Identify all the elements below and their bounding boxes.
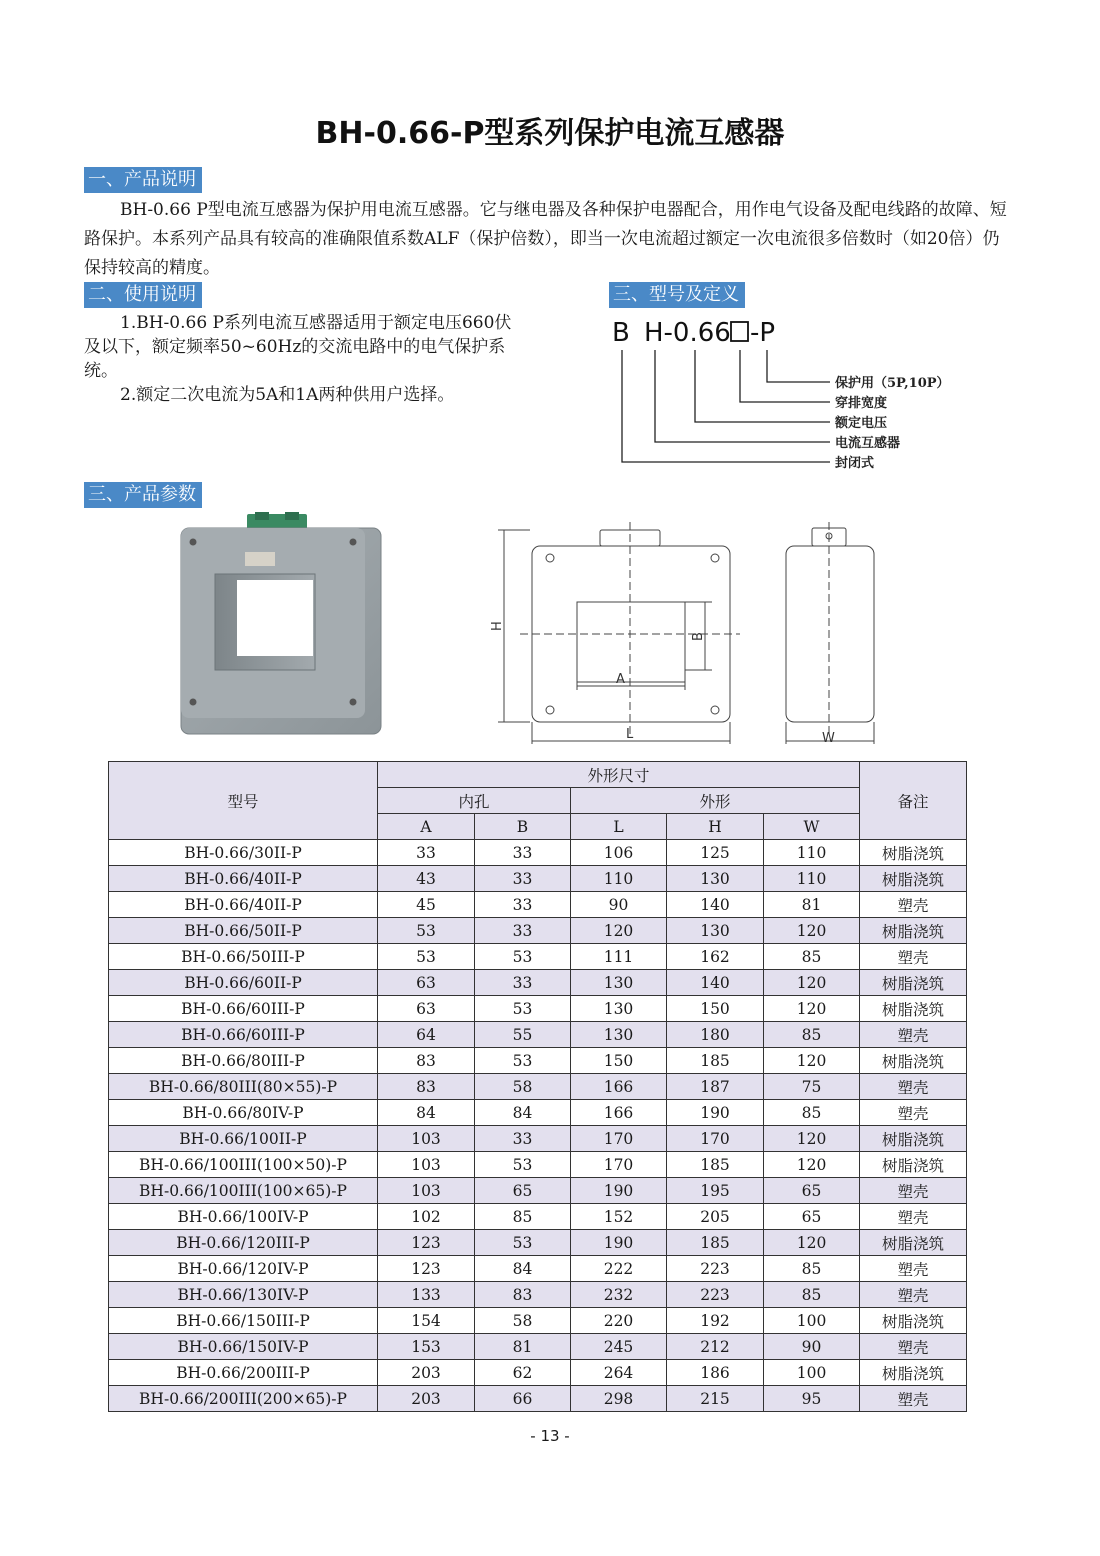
cell-remark: 塑壳 <box>860 1178 967 1204</box>
cell-l: 298 <box>571 1386 667 1412</box>
header-dimensions: 外形尺寸 <box>378 762 860 788</box>
cell-w: 120 <box>764 1126 860 1152</box>
cell-w: 85 <box>764 1256 860 1282</box>
cell-a: 153 <box>378 1334 475 1360</box>
cell-a: 43 <box>378 866 475 892</box>
cell-remark: 塑壳 <box>860 892 967 918</box>
cell-model: BH-0.66/120IV-P <box>109 1256 378 1282</box>
cell-remark: 树脂浇筑 <box>860 1360 967 1386</box>
cell-h: 215 <box>667 1386 764 1412</box>
cell-l: 152 <box>571 1204 667 1230</box>
cell-l: 170 <box>571 1152 667 1178</box>
terminal-screw <box>285 512 299 520</box>
table-row <box>109 1204 967 1230</box>
cell-w: 85 <box>764 1282 860 1308</box>
cell-h: 185 <box>667 1152 764 1178</box>
screw-icon <box>190 699 197 706</box>
cell-b: 83 <box>475 1282 571 1308</box>
description-paragraph <box>84 196 1009 283</box>
screw-icon <box>190 539 197 546</box>
model-code-h: H-0.66 <box>644 318 731 348</box>
cell-a: 83 <box>378 1048 475 1074</box>
cell-h: 130 <box>667 866 764 892</box>
front-view-drawing <box>490 522 745 748</box>
table-row <box>109 840 967 866</box>
cell-l: 130 <box>571 1022 667 1048</box>
header-outline: 外形 <box>571 788 860 814</box>
cell-model: BH-0.66/200III(200×65)-P <box>109 1386 378 1412</box>
cell-b: 65 <box>475 1178 571 1204</box>
params-table <box>108 761 967 1412</box>
usage-item-1: 1.BH-0.66 P系列电流互感器适用于额定电压660伏及以下，额定频率50~60Hz的交流电路中的电气保护系统。 <box>84 313 512 381</box>
cell-model: BH-0.66/40II-P <box>109 866 378 892</box>
terminal-screw <box>255 512 269 520</box>
cell-a: 83 <box>378 1074 475 1100</box>
cell-l: 110 <box>571 866 667 892</box>
model-code-box <box>731 322 748 341</box>
cell-remark: 塑壳 <box>860 1022 967 1048</box>
cell-model: BH-0.66/40II-P <box>109 892 378 918</box>
model-code-b: B <box>612 318 630 348</box>
cell-remark: 树脂浇筑 <box>860 1308 967 1334</box>
header-w: W <box>764 814 860 840</box>
cell-l: 220 <box>571 1308 667 1334</box>
cell-h: 190 <box>667 1100 764 1126</box>
cell-model: BH-0.66/150III-P <box>109 1308 378 1334</box>
cell-remark: 塑壳 <box>860 1334 967 1360</box>
cell-a: 64 <box>378 1022 475 1048</box>
cell-h: 170 <box>667 1126 764 1152</box>
cell-model: BH-0.66/60II-P <box>109 970 378 996</box>
cell-w: 81 <box>764 892 860 918</box>
cell-a: 103 <box>378 1126 475 1152</box>
cell-l: 170 <box>571 1126 667 1152</box>
table-row <box>109 918 967 944</box>
header-a: A <box>378 814 475 840</box>
cell-model: BH-0.66/50III-P <box>109 944 378 970</box>
cell-b: 84 <box>475 1100 571 1126</box>
cell-model: BH-0.66/60III-P <box>109 996 378 1022</box>
cell-w: 100 <box>764 1308 860 1334</box>
cell-model: BH-0.66/100IV-P <box>109 1204 378 1230</box>
product-nameplate <box>245 552 275 566</box>
cell-h: 140 <box>667 970 764 996</box>
table-row <box>109 1022 967 1048</box>
table-row <box>109 1126 967 1152</box>
cell-l: 106 <box>571 840 667 866</box>
cell-model: BH-0.66/80III-P <box>109 1048 378 1074</box>
section-heading-model: 三、型号及定义 <box>609 282 745 308</box>
cell-l: 245 <box>571 1334 667 1360</box>
cell-a: 203 <box>378 1386 475 1412</box>
cell-w: 65 <box>764 1204 860 1230</box>
cell-b: 66 <box>475 1386 571 1412</box>
cell-w: 100 <box>764 1360 860 1386</box>
cell-l: 190 <box>571 1178 667 1204</box>
cell-remark: 塑壳 <box>860 1386 967 1412</box>
cell-h: 223 <box>667 1282 764 1308</box>
cell-h: 180 <box>667 1022 764 1048</box>
cell-a: 53 <box>378 944 475 970</box>
cell-h: 162 <box>667 944 764 970</box>
label-voltage: 额定电压 <box>835 416 888 431</box>
label-ct: 电流互感器 <box>835 436 901 451</box>
table-row <box>109 1152 967 1178</box>
cell-h: 150 <box>667 996 764 1022</box>
dim-label-l: L <box>626 727 634 742</box>
cell-model: BH-0.66/130IV-P <box>109 1282 378 1308</box>
cell-w: 120 <box>764 1230 860 1256</box>
cell-b: 53 <box>475 1152 571 1178</box>
dim-label-h: H <box>490 621 505 631</box>
cell-remark: 树脂浇筑 <box>860 970 967 996</box>
cell-remark: 塑壳 <box>860 944 967 970</box>
cell-a: 63 <box>378 970 475 996</box>
cell-a: 103 <box>378 1178 475 1204</box>
cell-model: BH-0.66/80IV-P <box>109 1100 378 1126</box>
page-number: - 13 - <box>530 1427 570 1445</box>
cell-remark: 树脂浇筑 <box>860 996 967 1022</box>
cell-l: 130 <box>571 996 667 1022</box>
cell-remark: 塑壳 <box>860 1256 967 1282</box>
cell-b: 33 <box>475 840 571 866</box>
cell-l: 166 <box>571 1074 667 1100</box>
cell-w: 95 <box>764 1386 860 1412</box>
cell-b: 53 <box>475 1230 571 1256</box>
cell-w: 120 <box>764 970 860 996</box>
cell-w: 85 <box>764 1022 860 1048</box>
cell-b: 55 <box>475 1022 571 1048</box>
cell-w: 90 <box>764 1334 860 1360</box>
cell-b: 33 <box>475 918 571 944</box>
cell-remark: 树脂浇筑 <box>860 1048 967 1074</box>
header-l: L <box>571 814 667 840</box>
cell-a: 84 <box>378 1100 475 1126</box>
table-row <box>109 996 967 1022</box>
header-inner-hole: 内孔 <box>378 788 571 814</box>
cell-a: 133 <box>378 1282 475 1308</box>
cell-model: BH-0.66/100II-P <box>109 1126 378 1152</box>
model-leader-lines <box>622 350 830 462</box>
cell-l: 130 <box>571 970 667 996</box>
cell-model: BH-0.66/150IV-P <box>109 1334 378 1360</box>
cell-b: 85 <box>475 1204 571 1230</box>
cell-h: 185 <box>667 1048 764 1074</box>
cell-l: 111 <box>571 944 667 970</box>
params-table-body <box>109 840 967 1412</box>
cell-model: BH-0.66/50II-P <box>109 918 378 944</box>
header-model: 型号 <box>109 762 378 840</box>
label-width: 穿排宽度 <box>835 396 888 411</box>
cell-b: 58 <box>475 1308 571 1334</box>
cell-h: 130 <box>667 918 764 944</box>
cell-a: 123 <box>378 1256 475 1282</box>
cell-a: 154 <box>378 1308 475 1334</box>
table-row <box>109 1308 967 1334</box>
table-row <box>109 1178 967 1204</box>
cell-remark: 树脂浇筑 <box>860 1230 967 1256</box>
table-row <box>109 1334 967 1360</box>
cell-b: 33 <box>475 1126 571 1152</box>
table-row <box>109 866 967 892</box>
label-closed: 封闭式 <box>835 456 875 471</box>
cell-l: 232 <box>571 1282 667 1308</box>
cell-l: 190 <box>571 1230 667 1256</box>
cell-h: 140 <box>667 892 764 918</box>
cell-l: 264 <box>571 1360 667 1386</box>
side-view-drawing <box>778 522 883 748</box>
cell-b: 53 <box>475 996 571 1022</box>
cell-a: 45 <box>378 892 475 918</box>
cell-remark: 塑壳 <box>860 1074 967 1100</box>
cell-model: BH-0.66/30II-P <box>109 840 378 866</box>
header-remark: 备注 <box>860 762 967 840</box>
cell-b: 33 <box>475 866 571 892</box>
cell-model: BH-0.66/80III(80×55)-P <box>109 1074 378 1100</box>
cell-remark: 树脂浇筑 <box>860 866 967 892</box>
cell-remark: 树脂浇筑 <box>860 918 967 944</box>
cell-h: 125 <box>667 840 764 866</box>
cell-model: BH-0.66/120III-P <box>109 1230 378 1256</box>
cell-w: 120 <box>764 1048 860 1074</box>
table-row <box>109 892 967 918</box>
product-window-opening <box>237 580 313 656</box>
cell-a: 63 <box>378 996 475 1022</box>
cell-w: 110 <box>764 866 860 892</box>
table-row <box>109 1074 967 1100</box>
section-heading-params: 三、产品参数 <box>84 482 202 508</box>
cell-h: 223 <box>667 1256 764 1282</box>
cell-remark: 塑壳 <box>860 1100 967 1126</box>
dim-label-b: B <box>691 632 706 641</box>
header-b: B <box>475 814 571 840</box>
description-text: BH-0.66 P型电流互感器为保护用电流互感器。它与继电器及各种保护电器配合，用作电气设备及配电线路的故障、短路保护。本系列产品具有较高的准确限值系数ALF（保护倍数），即当一次电流超过额定一次电流很多倍数时（如20倍）仍保持较高的精度。 <box>84 200 1007 278</box>
header-h: H <box>667 814 764 840</box>
usage-paragraph <box>84 311 516 407</box>
screw-icon <box>350 699 357 706</box>
cell-a: 123 <box>378 1230 475 1256</box>
table-row <box>109 1230 967 1256</box>
cell-b: 58 <box>475 1074 571 1100</box>
page-title: BH-0.66-P型系列保护电流互感器 <box>315 116 785 151</box>
cell-h: 187 <box>667 1074 764 1100</box>
table-row <box>109 1386 967 1412</box>
cell-h: 192 <box>667 1308 764 1334</box>
cell-model: BH-0.66/60III-P <box>109 1022 378 1048</box>
cell-h: 212 <box>667 1334 764 1360</box>
cell-b: 53 <box>475 944 571 970</box>
cell-model: BH-0.66/200III-P <box>109 1360 378 1386</box>
cell-b: 53 <box>475 1048 571 1074</box>
table-row <box>109 1100 967 1126</box>
cell-b: 33 <box>475 892 571 918</box>
table-row <box>109 970 967 996</box>
cell-b: 84 <box>475 1256 571 1282</box>
cell-remark: 塑壳 <box>860 1282 967 1308</box>
cell-b: 62 <box>475 1360 571 1386</box>
cell-a: 53 <box>378 918 475 944</box>
section-heading-usage: 二、使用说明 <box>84 282 202 308</box>
table-row <box>109 1360 967 1386</box>
table-row <box>109 1256 967 1282</box>
cell-w: 75 <box>764 1074 860 1100</box>
cell-remark: 树脂浇筑 <box>860 1152 967 1178</box>
cell-l: 150 <box>571 1048 667 1074</box>
product-photo <box>175 512 387 738</box>
section-heading-description: 一、产品说明 <box>84 167 202 193</box>
cell-remark: 树脂浇筑 <box>860 1126 967 1152</box>
table-row <box>109 1048 967 1074</box>
table-row <box>109 944 967 970</box>
model-definition-diagram <box>600 312 960 482</box>
cell-h: 186 <box>667 1360 764 1386</box>
label-protection: 保护用（5P,10P） <box>835 376 950 391</box>
cell-a: 102 <box>378 1204 475 1230</box>
cell-a: 203 <box>378 1360 475 1386</box>
cell-h: 205 <box>667 1204 764 1230</box>
cell-w: 120 <box>764 918 860 944</box>
cell-l: 90 <box>571 892 667 918</box>
cell-a: 103 <box>378 1152 475 1178</box>
cell-l: 222 <box>571 1256 667 1282</box>
cell-remark: 树脂浇筑 <box>860 840 967 866</box>
usage-item-2: 2.额定二次电流为5A和1A两种供用户选择。 <box>120 385 455 405</box>
cell-w: 85 <box>764 944 860 970</box>
cell-w: 85 <box>764 1100 860 1126</box>
cell-model: BH-0.66/100III(100×65)-P <box>109 1178 378 1204</box>
cell-l: 120 <box>571 918 667 944</box>
screw-icon <box>350 539 357 546</box>
cell-w: 120 <box>764 1152 860 1178</box>
cell-l: 166 <box>571 1100 667 1126</box>
dim-label-a: A <box>616 672 625 687</box>
cell-w: 65 <box>764 1178 860 1204</box>
table-row <box>109 1282 967 1308</box>
cell-b: 33 <box>475 970 571 996</box>
dim-label-w: W <box>822 731 835 746</box>
cell-h: 195 <box>667 1178 764 1204</box>
cell-a: 33 <box>378 840 475 866</box>
cell-model: BH-0.66/100III(100×50)-P <box>109 1152 378 1178</box>
model-code-p: -P <box>750 318 776 348</box>
cell-b: 81 <box>475 1334 571 1360</box>
cell-remark: 塑壳 <box>860 1204 967 1230</box>
cell-w: 110 <box>764 840 860 866</box>
cell-w: 120 <box>764 996 860 1022</box>
cell-h: 185 <box>667 1230 764 1256</box>
